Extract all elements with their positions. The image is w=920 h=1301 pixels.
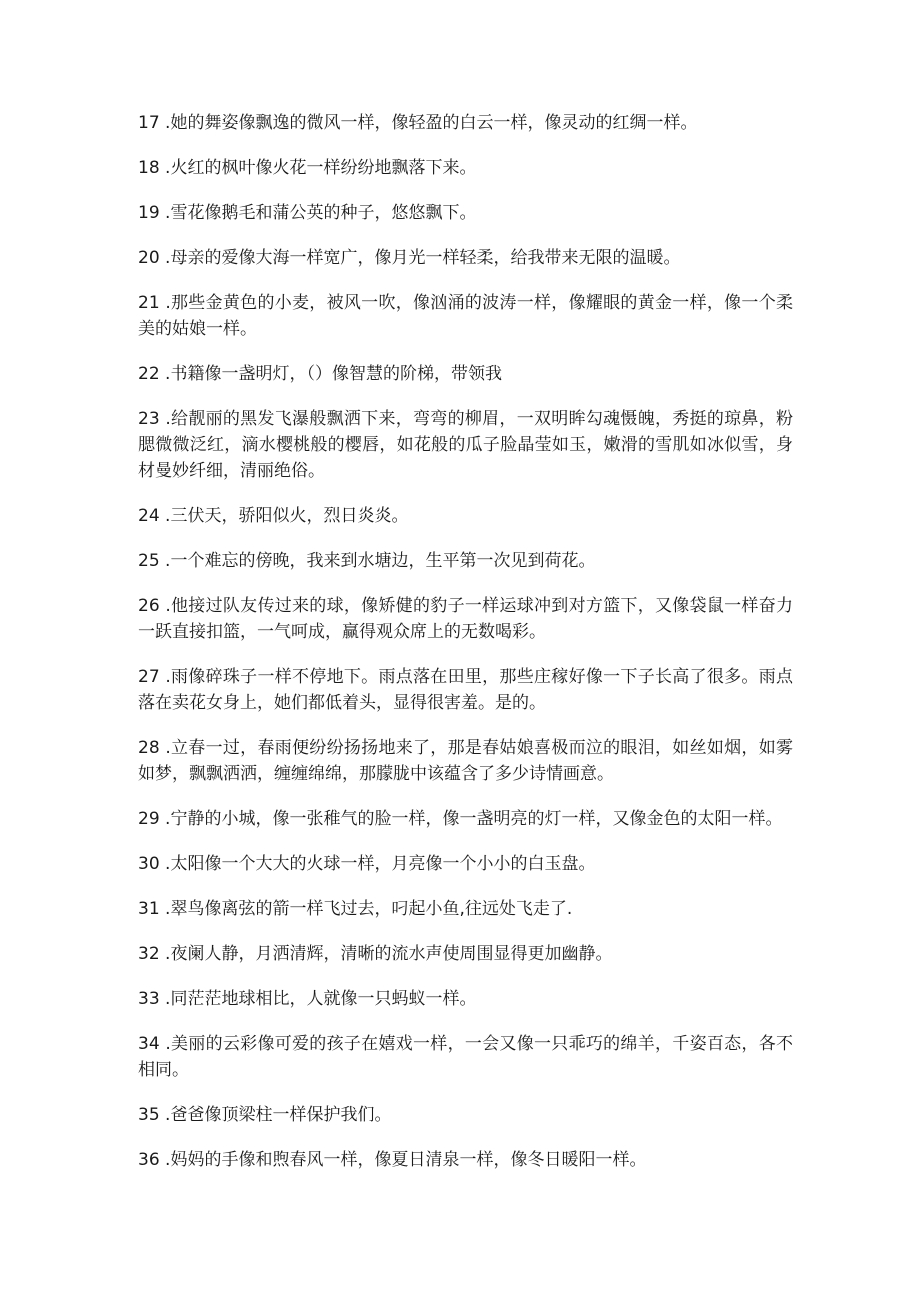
list-item — [138, 245, 793, 271]
item-number: 17 . — [138, 113, 171, 133]
item-number: 35 . — [138, 1105, 171, 1125]
item-number: 24 . — [138, 506, 171, 526]
list-item — [138, 548, 793, 574]
item-number: 33 . — [138, 989, 171, 1009]
item-number: 26 . — [138, 596, 171, 616]
item-text: 一个难忘的傍晚，我来到水塘边，生平第一次见到荷花。 — [170, 551, 596, 571]
list-item — [138, 503, 793, 529]
item-number: 36 . — [138, 1150, 171, 1170]
item-number: 21 . — [138, 293, 171, 313]
item-text: 三伏天，骄阳似火，烈日炎炎。 — [170, 506, 409, 526]
item-number: 19 . — [138, 203, 171, 223]
item-text: 同茫茫地球相比，人就像一只蚂蚁一样。 — [170, 989, 477, 1009]
item-text-wrapped — [138, 735, 793, 787]
item-text: 母亲的爱像大海一样宽广，像月光一样轻柔，给我带来无限的温暖。 — [170, 248, 681, 268]
item-text: 那些金黄色的小麦，被风一吹，像汹涌的波涛一样，像耀眼的黄金一样，像一个柔美的姑娘一样。 — [138, 293, 793, 339]
item-number: 23 . — [138, 409, 171, 429]
item-number: 29 . — [138, 809, 171, 829]
item-text-wrapped — [138, 593, 793, 645]
item-text: 她的舞姿像飘逸的微风一样，像轻盈的白云一样，像灵动的红绸一样。 — [170, 113, 698, 133]
item-text: 夜阑人静，月洒清辉，清晰的流水声使周围显得更加幽静。 — [170, 944, 613, 964]
list-item — [138, 806, 793, 832]
item-text: 翠鸟像离弦的箭一样飞过去，叼起小鱼,往远处飞走了. — [170, 899, 573, 919]
list-item — [138, 1031, 793, 1083]
item-text: 立春一过，春雨便纷纷扬扬地来了，那是春姑娘喜极而泣的眼泪，如丝如烟，如雾如梦，飘飘洒洒，缠缠绵绵，那朦胧中该蕴含了多少诗情画意。 — [138, 738, 793, 784]
item-text-wrapped — [138, 1031, 793, 1083]
list-item — [138, 735, 793, 787]
list-item — [138, 851, 793, 877]
item-number: 20 . — [138, 248, 171, 268]
document-page — [138, 110, 793, 1192]
item-number: 31 . — [138, 899, 171, 919]
list-item — [138, 1147, 793, 1173]
item-text-wrapped — [138, 290, 793, 342]
item-text: 雪花像鹅毛和蒲公英的种子，悠悠飘下。 — [170, 203, 477, 223]
list-item — [138, 290, 793, 342]
list-item — [138, 941, 793, 967]
list-item — [138, 155, 793, 181]
list-item — [138, 986, 793, 1012]
list-item — [138, 896, 793, 922]
item-text-wrapped — [138, 406, 793, 484]
item-text-wrapped — [138, 664, 793, 716]
list-item — [138, 664, 793, 716]
item-number: 25 . — [138, 551, 171, 571]
list-item — [138, 1102, 793, 1128]
item-text: 火红的枫叶像火花一样纷纷地飘落下来。 — [170, 158, 477, 178]
item-text: 太阳像一个大大的火球一样，月亮像一个小小的白玉盘。 — [170, 854, 596, 874]
item-text: 他接过队友传过来的球，像矫健的豹子一样运球冲到对方篮下，又像袋鼠一样奋力一跃直接扣篮，一气呵成，赢得观众席上的无数喝彩。 — [138, 596, 793, 642]
list-item — [138, 361, 793, 387]
item-number: 18 . — [138, 158, 171, 178]
list-item — [138, 200, 793, 226]
item-number: 28 . — [138, 738, 171, 758]
item-number: 32 . — [138, 944, 171, 964]
list-item — [138, 406, 793, 484]
item-text: 爸爸像顶梁柱一样保护我们。 — [170, 1105, 392, 1125]
item-text: 书籍像一盏明灯，（）像智慧的阶梯，带领我 — [170, 364, 502, 384]
list-item — [138, 110, 793, 136]
item-text: 美丽的云彩像可爱的孩子在嬉戏一样，一会又像一只乖巧的绵羊，千姿百态，各不相同。 — [138, 1034, 793, 1080]
item-text: 妈妈的手像和煦春风一样，像夏日清泉一样，像冬日暖阳一样。 — [170, 1150, 647, 1170]
item-number: 22 . — [138, 364, 171, 384]
list-item — [138, 593, 793, 645]
item-number: 27 . — [138, 667, 171, 687]
item-number: 34 . — [138, 1034, 171, 1054]
item-text: 宁静的小城，像一张稚气的脸一样，像一盏明亮的灯一样，又像金色的太阳一样。 — [170, 809, 783, 829]
item-text-wrapped — [138, 806, 793, 832]
item-text: 雨像碎珠子一样不停地下。雨点落在田里，那些庄稼好像一下子长高了很多。雨点落在卖花女身上，她们都低着头，显得很害羞。是的。 — [138, 667, 793, 713]
item-number: 30 . — [138, 854, 171, 874]
item-text: 给靓丽的黑发飞瀑般飘洒下来，弯弯的柳眉，一双明眸勾魂慑魄，秀挺的琼鼻，粉腮微微泛红，滴水樱桃般的樱唇，如花般的瓜子脸晶莹如玉，嫩滑的雪肌如冰似雪，身材曼妙纤细，清丽绝俗。 — [138, 409, 793, 481]
